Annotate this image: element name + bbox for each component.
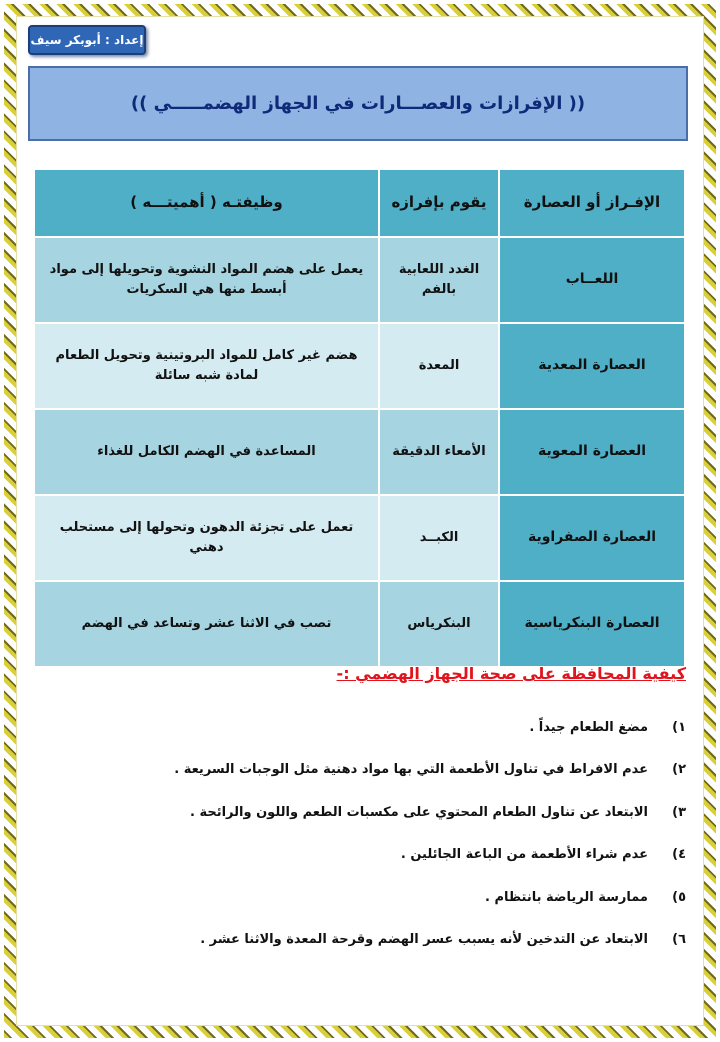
- secretion-cell: العصارة البنكرياسية: [500, 582, 684, 666]
- list-text: عدم الافراط في تناول الأطعمة التي بها مواد دهنية مثل الوجبات السريعة .: [174, 762, 648, 778]
- secretion-cell: العصارة المعوية: [500, 410, 684, 494]
- organ-cell: المعدة: [380, 324, 498, 408]
- table-header-row: [35, 170, 684, 236]
- list-item: [46, 706, 686, 749]
- list-text: مضغ الطعام جيداً .: [529, 719, 648, 735]
- health-tips-list: [46, 706, 686, 961]
- function-cell: المساعدة في الهضم الكامل للغذاء: [35, 410, 378, 494]
- function-cell: هضم غير كامل للمواد البروتينية وتحويل الطعام لمادة شبه سائلة: [35, 324, 378, 408]
- secretions-table: [33, 168, 686, 668]
- organ-cell: البنكرياس: [380, 582, 498, 666]
- list-item: [46, 876, 686, 919]
- organ-cell: الكبــد: [380, 496, 498, 580]
- table-row: [35, 582, 684, 666]
- list-item: [46, 919, 686, 962]
- page-title: (( الإفرازات والعصـــارات في الجهاز الهضمـــــي )): [130, 93, 586, 114]
- secretion-cell: اللعــاب: [500, 238, 684, 322]
- list-item: [46, 834, 686, 877]
- header-organ: يقوم بإفرازه: [380, 170, 498, 236]
- organ-cell: الغدد اللعابية بالفم: [380, 238, 498, 322]
- function-cell: تصب في الاثنا عشر وتساعد في الهضم: [35, 582, 378, 666]
- secretion-cell: العصارة المعدية: [500, 324, 684, 408]
- function-cell: تعمل على تجزئة الدهون وتحولها إلى مستحلب دهني: [35, 496, 378, 580]
- list-number: ٥): [672, 889, 686, 905]
- function-cell: يعمل على هضم المواد النشوية وتحويلها إلى مواد أبسط منها هي السكريات: [35, 238, 378, 322]
- list-item: [46, 791, 686, 834]
- author-label: إعداد : أبوبكر سيف: [28, 25, 146, 55]
- table-row: [35, 410, 684, 494]
- table-row: [35, 324, 684, 408]
- health-section-title: كيفية المحافظة على صحة الجهاز الهضمي :-: [336, 664, 686, 683]
- list-text: ممارسة الرياضة بانتظام .: [485, 889, 648, 905]
- header-function: وظيفتـه ( أهميتـــه ): [35, 170, 378, 236]
- list-text: عدم شراء الأطعمة من الباعة الجائلين .: [400, 847, 648, 863]
- organ-cell: الأمعاء الدقيقة: [380, 410, 498, 494]
- list-number: ٤): [672, 847, 686, 863]
- table-row: [35, 496, 684, 580]
- list-number: ٣): [672, 804, 686, 820]
- list-number: ٦): [672, 932, 686, 948]
- title-banner: [28, 66, 688, 141]
- list-item: [46, 749, 686, 792]
- list-text: الابتعاد عن تناول الطعام المحتوي على مكسبات الطعم واللون والرائحة .: [190, 804, 648, 820]
- list-text: الابتعاد عن التدخين لأنه يسبب عسر الهضم وقرحة المعدة والاثنا عشر .: [200, 932, 648, 948]
- header-secretion: الإفـراز أو العصارة: [500, 170, 684, 236]
- secretion-cell: العصارة الصفراوية: [500, 496, 684, 580]
- list-number: ١): [672, 719, 686, 735]
- table-row: [35, 238, 684, 322]
- list-number: ٢): [672, 762, 686, 778]
